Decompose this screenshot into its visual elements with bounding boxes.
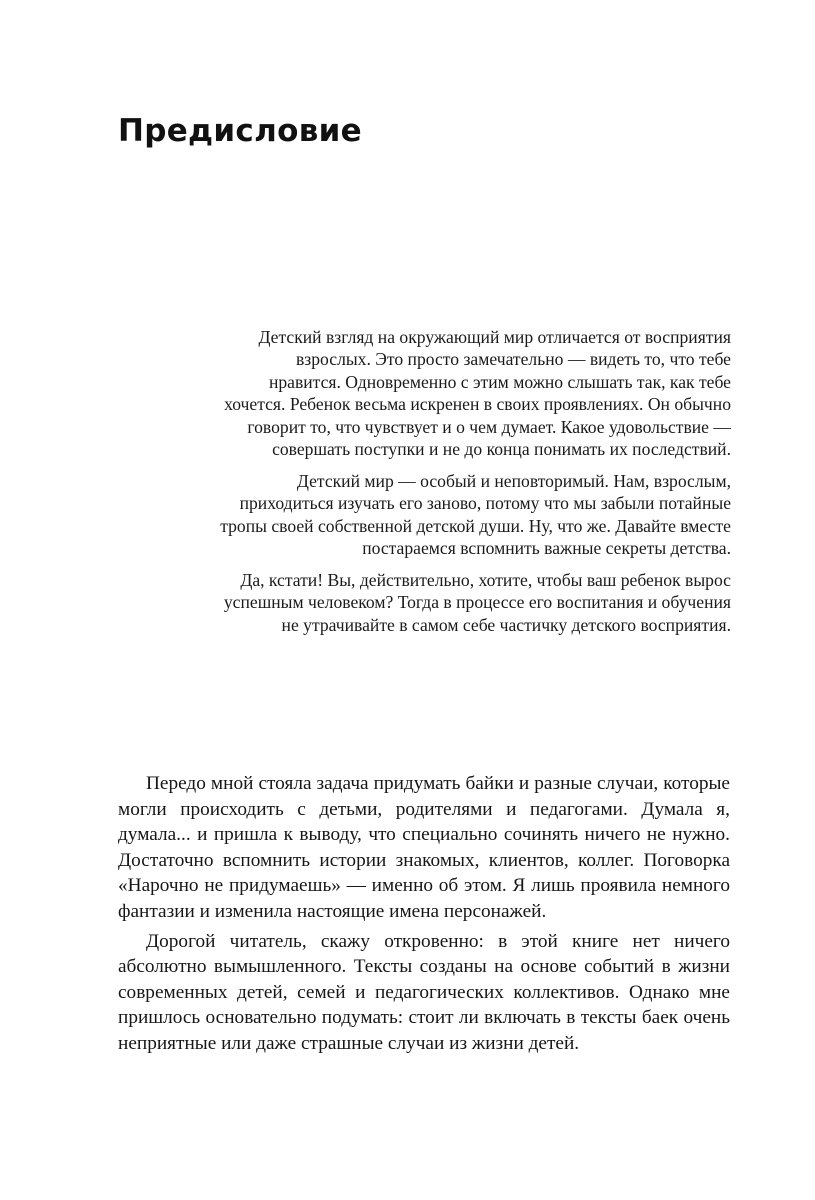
- epigraph: [220, 326, 731, 646]
- epigraph-paragraph: Детский взгляд на окружающий мир отличается от восприятия взрослых. Это просто замечательно — видеть то, что тебе нравится. Одновременно с этим можно слышать так, как тебе хочется. Ребенок весьма искренен в своих проявлениях. Он обычно говорит то, что чувствует и о чем думает. Какое удовольствие — совершать поступки и не до конца понимать их последствий.: [224, 327, 731, 460]
- body-paragraph: Передо мной стояла задача придумать байки и разные случаи, которые могли происходить с детьми, родителями и педагогами. Думала я, думала... и пришла к выводу, что специально сочинять ничего не нужно. Достаточно вспомнить истории знакомых, клиентов, коллег. Поговорка «Нарочно не придумаешь» — именно об этом. Я лишь проявила немного фантазии и изменила настоящие имена персонажей.: [118, 773, 730, 922]
- epigraph-paragraph: Детский мир — особый и неповторимый. Нам, взрослым, приходиться изучать его заново, потому что мы забыли потайные тропы своей собственной детской души. Ну, что же. Давайте вместе постараемся вспомнить важные секреты детства.: [220, 470, 731, 559]
- epigraph-paragraph: Да, кстати! Вы, действительно, хотите, чтобы ваш ребенок вырос успешным человеком? Тогда в процессе его воспитания и обучения не утрачивайте в самом себе частичку детского восприятия.: [223, 570, 731, 635]
- chapter-title: Предисловие: [118, 113, 362, 149]
- body-text: [118, 771, 730, 1061]
- body-paragraph: Дорогой читатель, скажу откровенно: в этой книге нет ничего абсолютно вымышленного. Тексты созданы на основе событий в жизни современных детей, семей и педагогических коллективов. Однако мне пришлось основательно подумать: стоит ли включать в тексты баек очень неприятные или даже страшные случаи из жизни детей.: [118, 930, 730, 1054]
